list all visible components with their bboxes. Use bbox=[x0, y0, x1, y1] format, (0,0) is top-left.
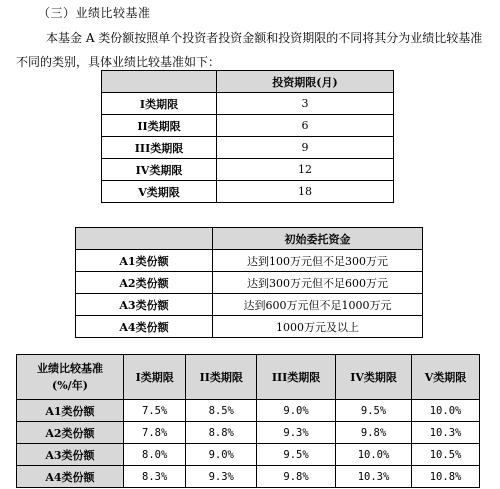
table-row bbox=[17, 466, 480, 488]
table-row bbox=[17, 444, 480, 466]
table-cell: 1000万元及以上 bbox=[213, 316, 423, 338]
table-header-cell: 初始委托资金 bbox=[213, 228, 423, 250]
table-cell: 18 bbox=[217, 181, 394, 203]
table-cell: 3 bbox=[217, 93, 394, 115]
table-header-cell bbox=[76, 228, 213, 250]
table-cell: 9.3% bbox=[257, 422, 336, 444]
table-cell: 8.8% bbox=[186, 422, 257, 444]
table-row bbox=[102, 181, 394, 203]
table-row bbox=[17, 422, 480, 444]
row-label: V类期限 bbox=[102, 181, 217, 203]
column-header: III类期限 bbox=[257, 355, 336, 400]
table-row bbox=[76, 316, 423, 338]
table-cell: 9.0% bbox=[257, 400, 336, 422]
table-row bbox=[102, 93, 394, 115]
section-heading: （三）业绩比较基准 bbox=[38, 6, 151, 20]
initial-amount-table bbox=[75, 227, 423, 338]
column-header: IV类期限 bbox=[335, 355, 411, 400]
table-cell: 10.3% bbox=[335, 466, 411, 488]
row-label: IV类期限 bbox=[102, 159, 217, 181]
table-cell: 8.3% bbox=[123, 466, 185, 488]
table-cell: 9.0% bbox=[186, 444, 257, 466]
table-row bbox=[102, 115, 394, 137]
table-cell: 达到600万元但不足1000万元 bbox=[213, 294, 423, 316]
table-cell: 7.8% bbox=[123, 422, 185, 444]
table-cell: 9.8% bbox=[335, 422, 411, 444]
intro-paragraph: 本基金 A 类份额按照单个投资者投资金额和投资期限的不同将其分为业绩比较基准不同的类别，具体业绩比较基准如下： bbox=[16, 31, 483, 69]
table-row bbox=[76, 294, 423, 316]
table-cell: 10.0% bbox=[335, 444, 411, 466]
row-label: A3类份额 bbox=[17, 444, 124, 466]
table-cell: 10.5% bbox=[412, 444, 480, 466]
table-cell: 8.5% bbox=[186, 400, 257, 422]
table-cell: 10.8% bbox=[412, 466, 480, 488]
table-cell: 9.8% bbox=[257, 466, 336, 488]
table-header-cell bbox=[102, 71, 217, 93]
table-cell: 9.3% bbox=[186, 466, 257, 488]
investment-period-table bbox=[101, 70, 394, 203]
row-label: II类期限 bbox=[102, 115, 217, 137]
table-cell: 9 bbox=[217, 137, 394, 159]
table-cell: 9.5% bbox=[257, 444, 336, 466]
table-cell: 达到100万元但不足300万元 bbox=[213, 250, 423, 272]
table-row bbox=[76, 250, 423, 272]
table-cell: 10.0% bbox=[412, 400, 480, 422]
corner-header-line1: 业绩比较基准 bbox=[36, 362, 103, 375]
table-row bbox=[102, 137, 394, 159]
table-row bbox=[102, 159, 394, 181]
benchmark-rate-table bbox=[16, 354, 480, 488]
table-row bbox=[76, 272, 423, 294]
row-label: A1类份额 bbox=[76, 250, 213, 272]
table-cell: 达到300万元但不足600万元 bbox=[213, 272, 423, 294]
row-label: A3类份额 bbox=[76, 294, 213, 316]
table-cell: 10.3% bbox=[412, 422, 480, 444]
table-header-cell: 投资期限(月) bbox=[217, 71, 394, 93]
column-header: II类期限 bbox=[186, 355, 257, 400]
corner-header-cell bbox=[17, 355, 124, 400]
row-label: A2类份额 bbox=[76, 272, 213, 294]
row-label: I类期限 bbox=[102, 93, 217, 115]
corner-header-line2: (%/年) bbox=[52, 379, 88, 392]
table-cell: 8.0% bbox=[123, 444, 185, 466]
column-header: I类期限 bbox=[123, 355, 185, 400]
row-label: A1类份额 bbox=[17, 400, 124, 422]
table-row bbox=[17, 400, 480, 422]
row-label: A2类份额 bbox=[17, 422, 124, 444]
row-label: A4类份额 bbox=[76, 316, 213, 338]
row-label: III类期限 bbox=[102, 137, 217, 159]
table-cell: 12 bbox=[217, 159, 394, 181]
table-cell: 9.5% bbox=[335, 400, 411, 422]
table-cell: 7.5% bbox=[123, 400, 185, 422]
column-header: V类期限 bbox=[412, 355, 480, 400]
row-label: A4类份额 bbox=[17, 466, 124, 488]
table-cell: 6 bbox=[217, 115, 394, 137]
